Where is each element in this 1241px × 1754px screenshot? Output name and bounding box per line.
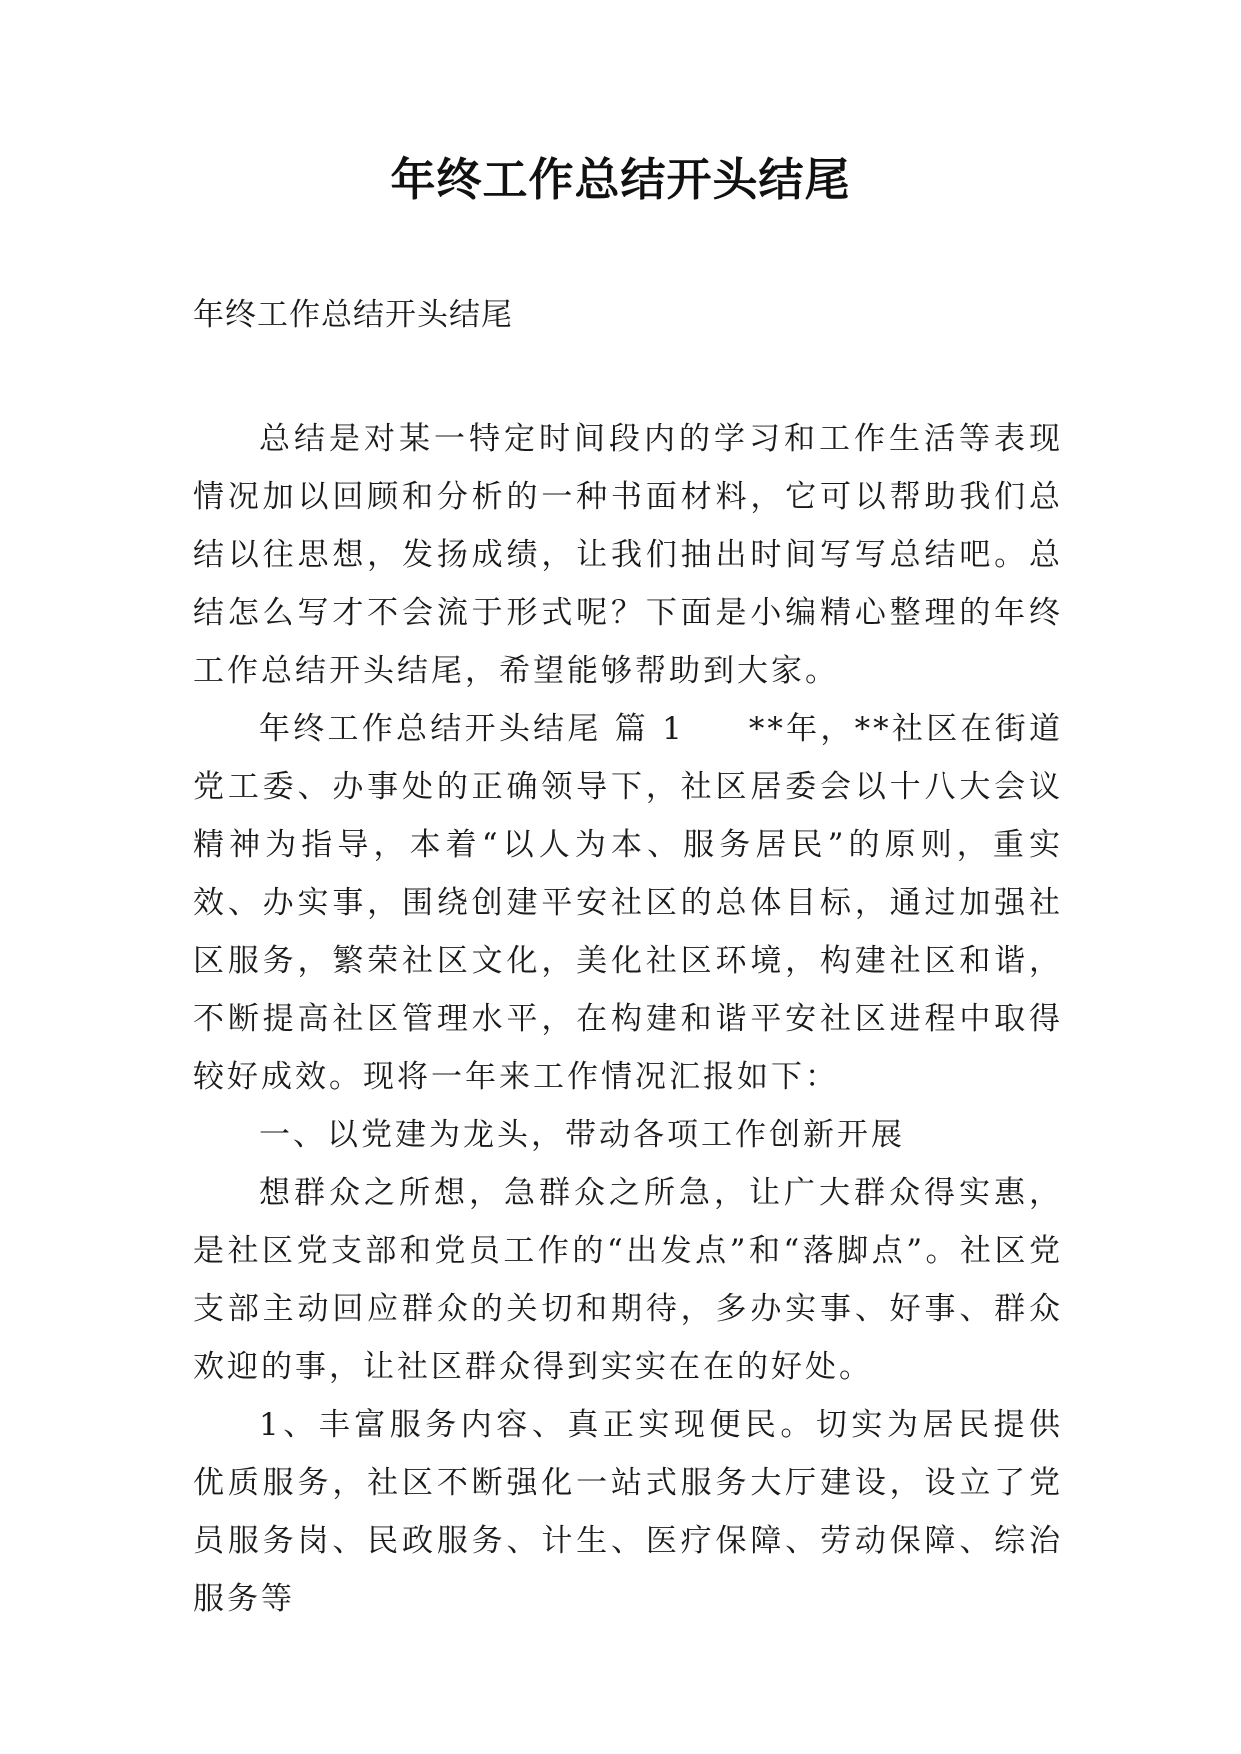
section-1-heading: 年终工作总结开头结尾 篇 1 [259,711,685,747]
party-building-heading: 一、以党建为龙头，带动各项工作创新开展 [259,1117,905,1153]
party-building-paragraph: 想群众之所想，急群众之所急，让广大群众得实惠，是社区党支部和党员工作的“出发点”和“落脚点”。社区党支部主动回应群众的关切和期待，多办实事、好事、群众欢迎的事，让社区群众得到实实在在的好处。 [193,1175,1063,1385]
section-1-paragraph [193,700,1063,1106]
section-1-text: **年，**社区在街道党工委、办事处的正确领导下，社区居委会以十八大会议精神为指导，本着“以人为本、服务居民”的原则，重实效、办实事，围绕创建平安社区的总体目标，通过加强社区服务，繁荣社区文化，美化社区环境，构建社区和谐，不断提高社区管理水平，在构建和谐平安社区进程中取得较好成效。现将一年来工作情况汇报如下： [193,711,1063,1095]
document-title: 年终工作总结开头结尾 [390,153,851,206]
intro-paragraph: 总结是对某一特定时间段内的学习和工作生活等表现情况加以回顾和分析的一种书面材料，它可以帮助我们总结以往思想，发扬成绩，让我们抽出时间写写总结吧。总结怎么写才不会流于形式呢？下面是小编精心整理的年终工作总结开头结尾，希望能够帮助到大家。 [193,421,1063,689]
document-subtitle: 年终工作总结开头结尾 [193,297,513,333]
service-paragraph: 1、丰富服务内容、真正实现便民。切实为居民提供优质服务，社区不断强化一站式服务大厅建设，设立了党员服务岗、民政服务、计生、医疗保障、劳动保障、综治服务等 [193,1407,1063,1617]
document-body [193,410,1063,1628]
